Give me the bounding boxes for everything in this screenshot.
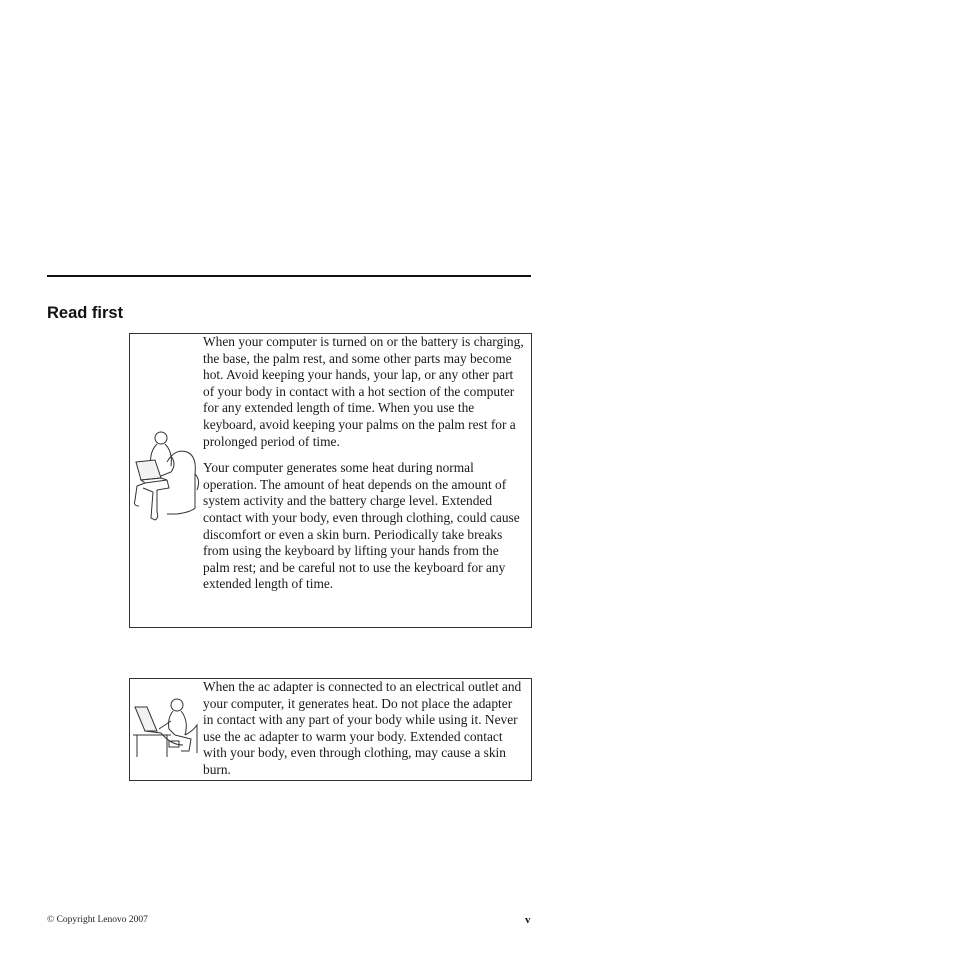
person-with-ac-adapter-icon xyxy=(131,695,201,759)
copyright-notice: © Copyright Lenovo 2007 xyxy=(47,915,148,925)
person-with-laptop-on-lap-icon xyxy=(131,430,201,530)
section-rule xyxy=(47,275,531,277)
notice-text xyxy=(203,679,525,789)
section-title: Read first xyxy=(47,304,124,322)
heat-notice-laptop xyxy=(129,333,532,628)
notice-paragraph: Your computer generates some heat during normal operation. The amount of heat depends on the amount of system activity and the battery charge level. Extended contact with your body, even through clothing, could cause discomfort or even a skin burn. Periodically take breaks from using the keyboard by lifting your hands from the palm rest; and be careful not to use the keyboard for any extended length of time. xyxy=(203,460,520,592)
heat-notice-ac-adapter xyxy=(129,678,532,781)
page-number: v xyxy=(525,914,531,926)
notice-paragraph: When the ac adapter is connected to an electrical outlet and your computer, it generates heat. Do not place the adapter in contact with any part of your body while using it. Never use the ac adapter to warm your body. Extended contact with your body, even through clothing, may cause a skin burn. xyxy=(203,679,522,777)
notice-paragraph: When your computer is turned on or the battery is charging, the base, the palm rest, and some other parts may become hot. Avoid keeping your hands, your lap, or any other part of your body in contact with a hot section of the computer for any extended length of time. When you use the keyboard, avoid keeping your palms on the palm rest for a prolonged period of time. xyxy=(203,334,524,449)
notice-text xyxy=(203,334,525,603)
